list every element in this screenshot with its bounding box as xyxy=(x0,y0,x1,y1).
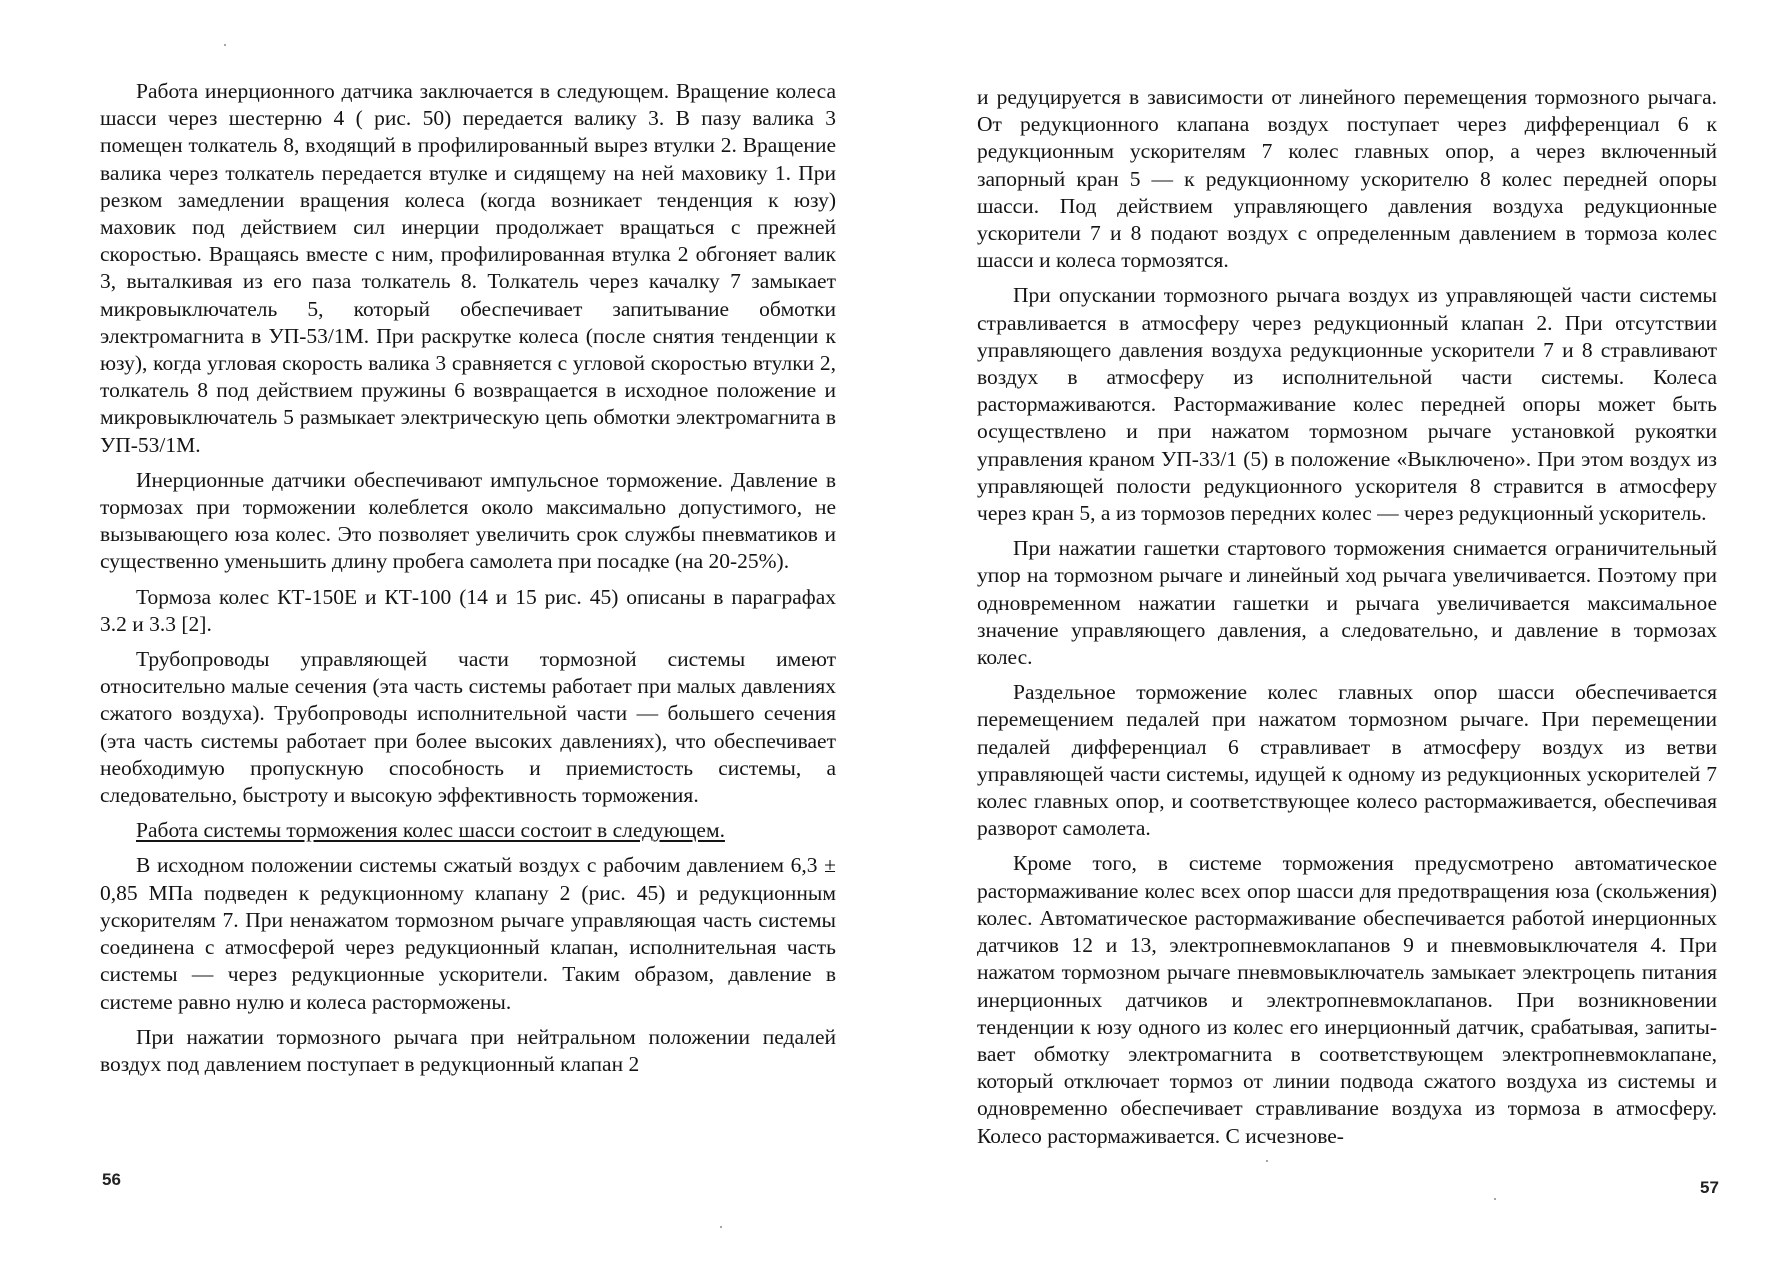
paragraph-brake-lever-pressed: При нажатии тормозного рычага при нейтральном положении педалей воздух под давлением поступает в редукционный клапан 2 xyxy=(100,1024,836,1076)
page-number-left: 56 xyxy=(102,1170,121,1189)
paragraph-differential-braking: Раздельное торможение колес главных опор шасси обеспечивается перемещением педалей при нажатом тормозном рычаге. При перемещении педалей дифференциал 6 стравливает в атмосферу воздух из ветви управляющей части системы, идущей к одному из редукционных ускорителей 7 колес главных опор, и соответствующее колесо растормаживается, обеспечивая разворот самолета. xyxy=(977,680,1717,841)
paragraph-automatic-release: Кроме того, в системе торможения предусмотрено автоматическое растормаживание колес всех опор шасси для предотвращения юза (скольжения) колес. Автоматическое растормаживание обеспечивается работой инерционных датчиков 12 и 13, электропневмоклапанов 9 и пневмовыключателя 4. При нажатом тормозном рычаге пневмовыключатель замыкает электроцепь питания инерционных датчиков и электропневмоклапанов. При возникновении тенденции к юзу одного из колес его инерционный датчик, срабатывая, запитывает обмотку электромагнита в соответствующем электропневмоклапане, который отключает тормоз от линии подвода сжатого воздуха из системы и одновременно обеспечивает стравливание воздуха из тормоза в атмосферу. Колесо растормаживается. С исчезнове- xyxy=(977,851,1717,1148)
paragraph-inertial-sensor-operation: Работа инерционного датчика заключается в следующем. Вращение колеса шасси через шестерню 4 ( рис. 50) передается валику 3. В пазу валика 3 помещен толкатель 8, входящий в профилированный вырез втулки 2. Вращение валика через толкатель передается втулке и сидящему на ней маховику 1. При резком замедлении вращения колеса (когда возникает тенденция к юзу) маховик под действием сил инерции продолжает вращаться с прежней скоростью. Вращаясь вместе с ним, профилированная втулка 2 обгоняет валик 3, выталкивая из его паза толкатель 8. Толкатель через качалку 7 замыкает микровыключатель 5, который обеспечивает запитывание обмотки электромагнита в УП-53/1М. При раскрутке колеса (после снятия тенденции к юзу), когда угловая скорость валика 3 сравняется с угловой скоростью втулки 2, толкатель 8 под действием пружины 6 возвращается в исходное положение и микровыключатель 5 размыкает электрическую цепь обмотки электромагнита в УП-53/1М. xyxy=(100,79,836,457)
paragraph-initial-position: В исходном положении системы сжатый воздух с рабочим давлением 6,3 ± 0,85 МПа подведен к редукционному клапану 2 (рис. 45) и редукционным ускорителям 7. При ненажатом тормозном рычаге управляющая часть системы соединена с атмосферой через редукционный клапан, исполнительная часть системы — через редукционные ускорители. Таким образом, давление в системе равно нулю и колеса расторможены. xyxy=(100,853,836,1014)
paragraph-wheel-brakes: Тормоза колес КТ-150Е и КТ-100 (14 и 15 рис. 45) описаны в параграфах 3.2 и 3.3 [2]. xyxy=(100,584,836,636)
scan-speck xyxy=(224,44,226,46)
paragraph-reduction-continued: и редуцируется в зависимости от линейного перемещения тормозного рычага. От редукционного клапана воздух поступает через дифференциал 6 к редукционным ускорителям 7 колес главных опор, а через включенный запорный кран 5 — к редукционному ускорителю 8 колес передней опоры шасси. Под действием управляющего давления воздуха редукционные ускорители 7 и 8 подают воздух с определенным давлением в тормоза колес шасси и колеса тормозятся. xyxy=(977,85,1717,273)
left-page xyxy=(100,78,836,1086)
right-page xyxy=(977,84,1717,1158)
paragraph-start-braking-trigger: При нажатии гашетки стартового торможения снимается ограничительный упор на тормозном рычаге и линейный ход рычага увеличивается. Поэтому при одновременном нажатии гашетки и рычага увеличивается максимальное значение управляющего давления, а следовательно, и давление в тормозах колес. xyxy=(977,536,1717,670)
paragraph-pipelines: Трубопроводы управляющей части тормозной системы имеют относительно малые сечения (эта часть системы работает при малых давлениях сжатого воздуха). Трубопроводы исполнительной части — большего сечения (эта часть системы работает при более высоких давлениях), что обеспечивает необходимую пропускную способность и приемистость системы, а следовательно, быстроту и высокую эффективность торможения. xyxy=(100,647,836,808)
paragraph-impulse-braking: Инерционные датчики обеспечивают импульсное торможение. Давление в тормозах при торможении колеблется около максимально допустимого, не вызывающего юза колес. Это позволяет увеличить срок службы пневматиков и существенно уменьшить длину пробега самолета при посадке (на 20-25%). xyxy=(100,467,836,574)
paragraph-system-operation-heading: Работа системы торможения колес шасси состоит в следующем. xyxy=(136,818,725,843)
page-number-right: 57 xyxy=(1700,1178,1719,1197)
paragraph-lever-release: При опускании тормозного рычага воздух из управляющей части системы стравливается в атмосферу через редукционный клапан 2. При отсутствии управляющего давления воздуха редукционные ускорители 7 и 8 стравливают воздух в атмосферу из исполнительной части системы. Колеса растормаживаются. Растормаживание колес передней опоры может быть осуществлено и при нажатом тормозном рычаге установкой рукоятки управления краном УП-33/1 (5) в положение «Выключено». При этом воздух из управляющей полости редукционного ускорителя 8 стравится в атмосферу через кран 5, а из тормозов передних колес — через редукционный ускоритель. xyxy=(977,283,1717,526)
scan-speck xyxy=(1266,1160,1268,1162)
scan-speck xyxy=(1494,1198,1496,1200)
scan-speck xyxy=(720,1226,722,1228)
